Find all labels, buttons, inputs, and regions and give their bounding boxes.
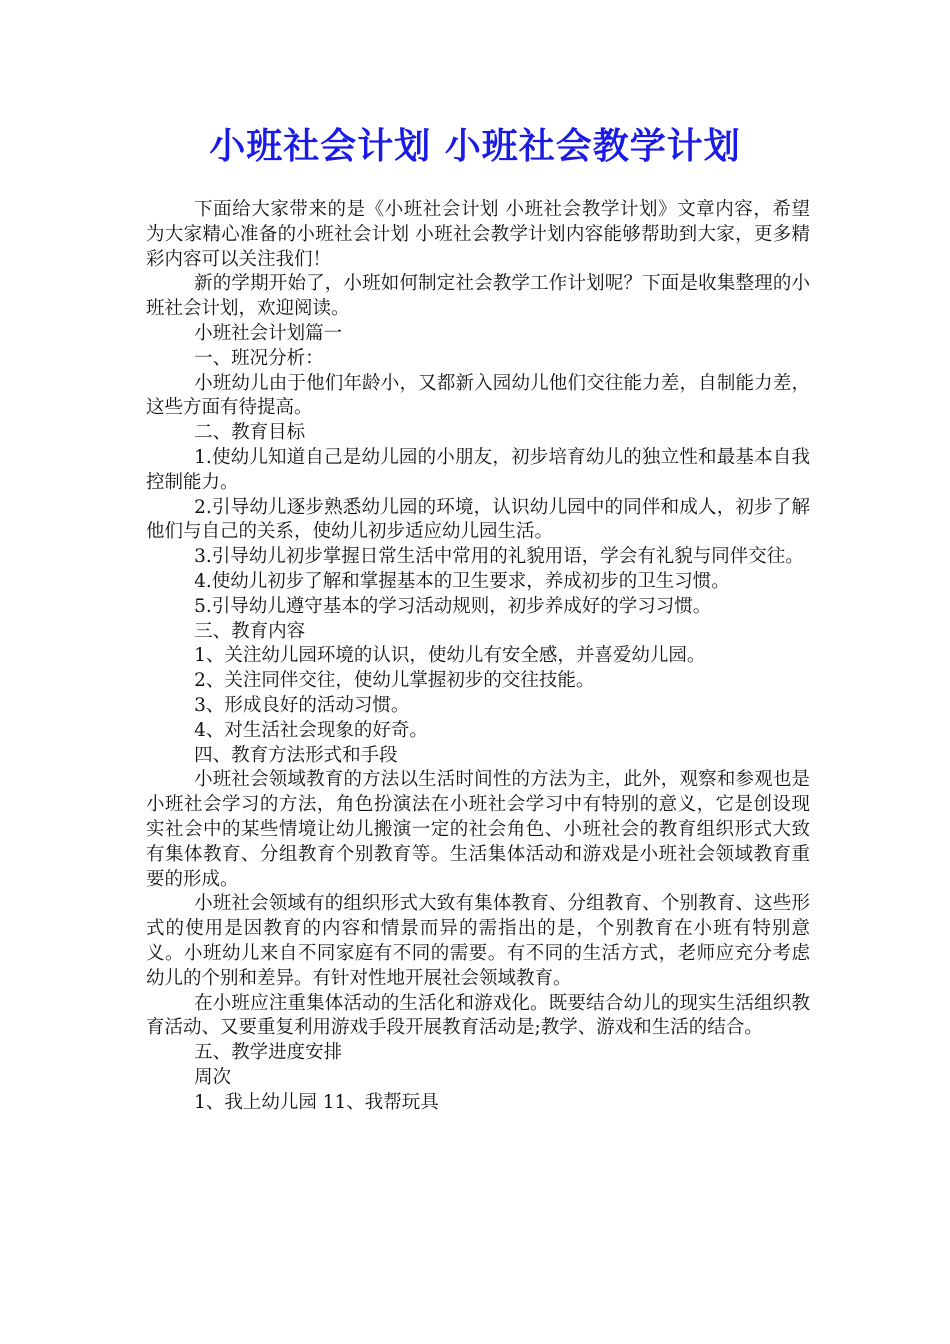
list-item-content-4: 4、对生活社会现象的好奇。 [194, 719, 428, 741]
schedule-row-1: 1、我上幼儿园 11、我帮玩具 [194, 1091, 439, 1113]
list-item-goal-4: 4.使幼儿初步了解和掌握基本的卫生要求，养成初步的卫生习惯。 [194, 570, 730, 592]
heading-education-goals: 二、教育目标 [194, 422, 306, 444]
list-item-content-3: 3、形成良好的活动习惯。 [194, 694, 410, 716]
document-body [146, 198, 810, 1115]
list-item-goal-2: 2.引导幼儿逐步熟悉幼儿园的环境，认识幼儿园中的同伴和成人，初步了解他们与自己的关系，使幼儿初步适应幼儿园生活。 [146, 496, 810, 543]
list-item-goal-3: 3.引导幼儿初步掌握日常生活中常用的礼貌用语，学会有礼貌与同伴交往。 [194, 546, 804, 568]
heading-methods: 四、教育方法形式和手段 [194, 744, 398, 766]
heading-schedule: 五、教学进度安排 [194, 1042, 343, 1064]
list-item-goal-1: 1.使幼儿知道自己是幼儿园的小朋友，初步培育幼儿的独立性和最基本自我控制能力。 [146, 446, 810, 493]
heading-education-content: 三、教育内容 [194, 620, 306, 642]
paragraph-intro: 下面给大家带来的是《小班社会计划 小班社会教学计划》文章内容，希望为大家精心准备的小班社会计划 小班社会教学计划内容能够帮助到大家，更多精彩内容可以关注我们！ [146, 199, 810, 270]
paragraph-new-semester: 新的学期开始了，小班如何制定社会教学工作计划呢？下面是收集整理的小班社会计划，欢迎阅读。 [146, 273, 810, 320]
document-title: 小班社会计划 小班社会教学计划 [209, 126, 741, 167]
list-item-goal-5: 5.引导幼儿遵守基本的学习活动规则，初步养成好的学习习惯。 [194, 595, 712, 617]
paragraph-methods-1: 小班社会领域教育的方法以生活时间性的方法为主，此外，观察和参观也是小班社会学习的方法，角色扮演法在小班社会学习中有特别的意义，它是创设现实社会中的某些情境让幼儿搬演一定的社会角色、小班社会的教育组织形式大致有集体教育、分组教育个别教育等。生活集体活动和游戏是小班社会领域教育重要的形成。 [146, 769, 810, 890]
paragraph-class-analysis: 小班幼儿由于他们年龄小，又都新入园幼儿他们交往能力差，自制能力差，这些方面有待提高。 [146, 372, 810, 419]
schedule-week-label: 周次 [194, 1066, 232, 1088]
paragraph-methods-2: 小班社会领域有的组织形式大致有集体教育、分组教育、个别教育、这些形式的使用是因教育的内容和情景而异的需指出的是，个别教育在小班有特别意义。小班幼儿来自不同家庭有不同的需要。有不同的生活方式，老师应充分考虑幼儿的个别和差异。有针对性地开展社会领域教育。 [146, 893, 810, 989]
section-title-part-one: 小班社会计划篇一 [194, 322, 343, 344]
list-item-content-2: 2、关注同伴交往，使幼儿掌握初步的交往技能。 [194, 670, 595, 692]
heading-class-analysis: 一、班况分析： [194, 347, 324, 369]
list-item-content-1: 1、关注幼儿园环境的认识，使幼儿有安全感，并喜爱幼儿园。 [194, 645, 706, 667]
paragraph-methods-3: 在小班应注重集体活动的生活化和游戏化。既要结合幼儿的现实生活组织教育活动、又要重复利用游戏手段开展教育活动是;教学、游戏和生活的结合。 [146, 992, 810, 1039]
